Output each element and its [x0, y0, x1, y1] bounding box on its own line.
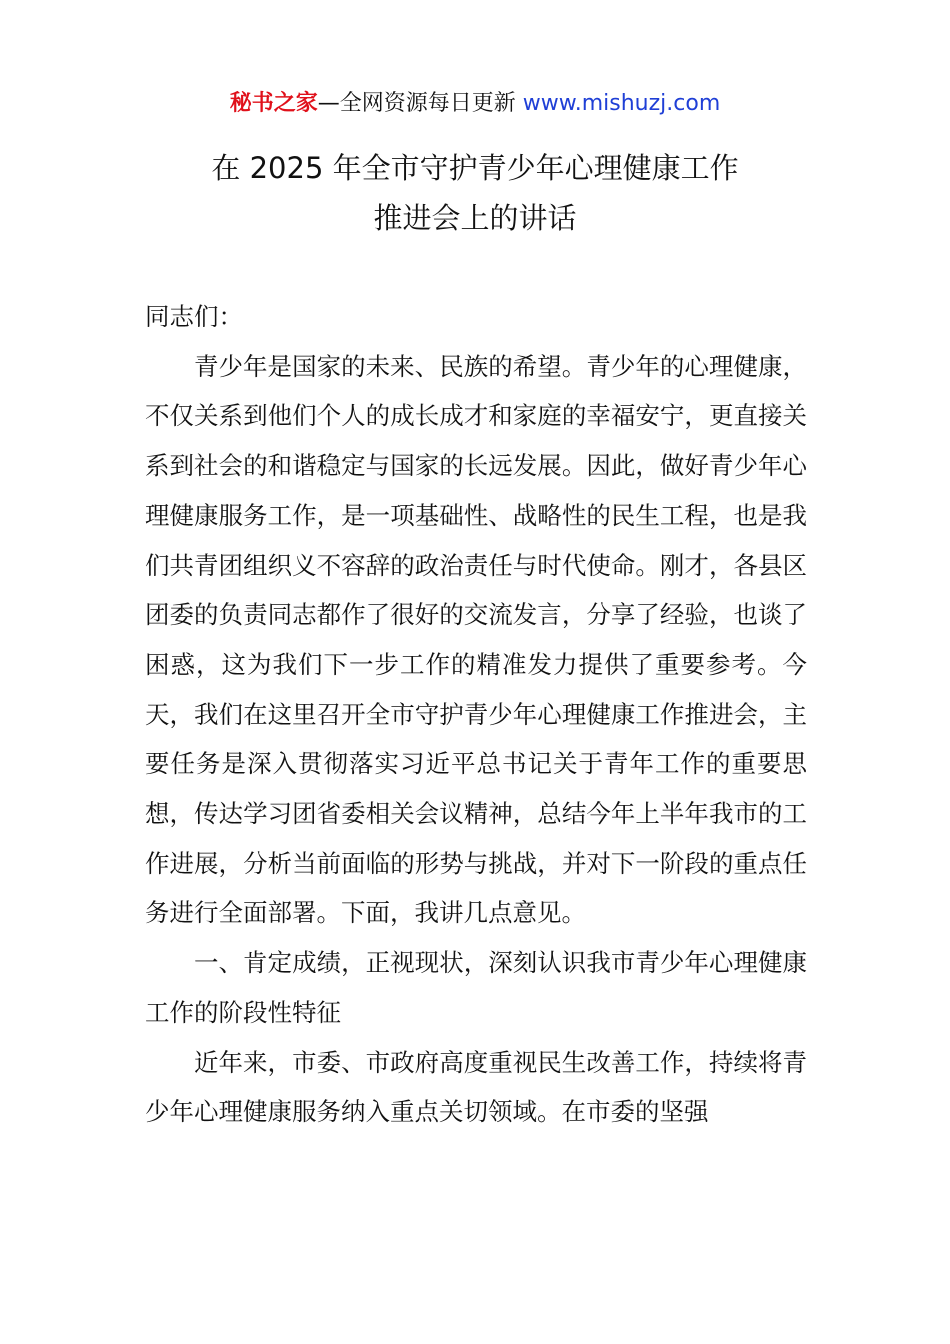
document-title-line-1: 在 2025 年全市守护青少年心理健康工作 — [211, 151, 739, 185]
salutation: 同志们： — [145, 302, 243, 331]
header-tagline: —全网资源每日更新 — [317, 91, 523, 116]
site-url-link[interactable]: www.mishuzj.com — [522, 91, 721, 116]
document-body — [145, 292, 807, 1137]
brand-name: 秘书之家 — [229, 91, 318, 116]
site-header — [0, 86, 950, 122]
paragraph-section-1: 近年来，市委、市政府高度重视民生改善工作，持续将青少年心理健康服务纳入重点关切领域。在市委的坚强 — [145, 1047, 807, 1127]
section-heading-1: 一、肯定成绩，正视现状，深刻认识我市青少年心理健康工作的阶段性特征 — [145, 948, 807, 1027]
document-title-line-2: 推进会上的讲话 — [373, 201, 577, 235]
paragraph-intro: 青少年是国家的未来、民族的希望。青少年的心理健康，不仅关系到他们个人的成长成才和家庭的幸福安宁，更直接关系到社会的和谐稳定与国家的长远发展。因此，做好青少年心理健康服务工作，是一项基础性、战略性的民生工程，也是我们共青团组织义不容辞的政治责任与时代使命。刚才，各县区团委的负责同志都作了很好的交流发言，分享了经验，也谈了困惑，这为我们下一步工作的精准发力提供了重要参考。今天，我们在这里召开全市守护青少年心理健康工作推进会，主要任务是深入贯彻落实习近平总书记关于青年工作的重要思想，传达学习团省委相关会议精神，总结今年上半年我市的工作进展，分析当前面临的形势与挑战，并对下一阶段的重点任务进行全面部署。下面，我讲几点意见。 — [145, 351, 807, 928]
